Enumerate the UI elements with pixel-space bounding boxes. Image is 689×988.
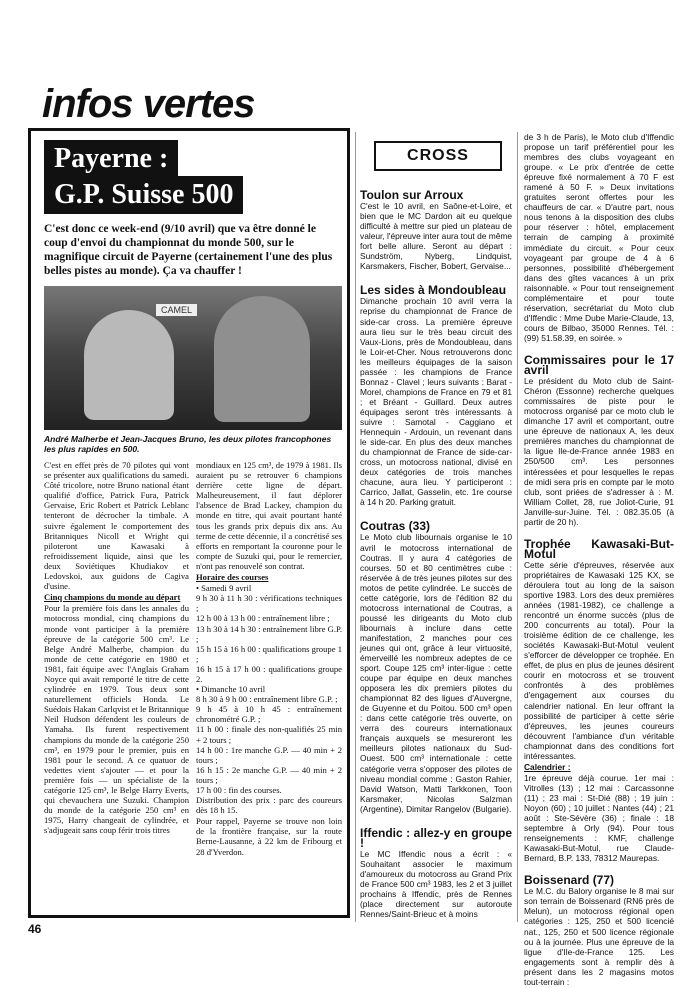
feature-title-line1: Payerne :: [44, 140, 178, 178]
feature-title-line2: G.P. Suisse 500: [44, 176, 243, 214]
commissaires-text: Le président du Moto club de Saint-Chéron (Essonne) recherche quelques commissaires de piste pour le motocross organisé par ce moto club le dimanche 17 avril et comportant, outre une épreuve de nationaux A, les deux premières manches du championnat de la ligue Ile-de-France année 1983 en 250/500 cm³. Les personnes intéressées et pour lesquelles le repas de midi sera pris en compte par le moto club, sont priées de s'adresser à : M. William Collet, 28, rue Joliot-Curie, 91 Janville-sur-Juine. Tél. : 082.35.05 (à partir de 20 h).: [524, 376, 674, 527]
riders-photo: [44, 286, 342, 430]
iffendic-heading: Iffendic : allez-y en groupe !: [360, 825, 512, 850]
feature-paragraph: Pour rappel, Payerne se trouve non loin de la frontière française, sur la route Berne-Lausanne, à 22 km de Fribourg et 28 d'Yverdon.: [196, 816, 342, 857]
toulon-heading: Toulon sur Arroux: [360, 188, 464, 202]
coutras-heading: Coutras (33): [360, 519, 431, 534]
news-column-3: [360, 170, 512, 920]
sides-heading: Les sides à Mondoubleau: [360, 283, 507, 298]
news-column-4: [524, 132, 674, 988]
photo-caption: André Malherbe et Jean-Jacques Bruno, les deux pilotes francophones les plus rapides en 500.: [44, 434, 332, 454]
schedule-line: 9 h 30 à 11 h 30 : vérifications techniques ;: [196, 593, 342, 614]
masthead: infos vertes: [42, 82, 255, 126]
section-label-cross: CROSS: [374, 141, 502, 171]
iffendic-continued: de 3 h de Paris), le Moto club d'Iffendic propose un tarif préférentiel pour les membres des clubs voyageant en groupe. « Le prix d'entrée de cette épreuve fixé normalement à 70 F est ramené à 50 F. » Deux invitations gratuites seront offertes pour les chauffeurs de car. « D'autre part, nous nous tenons à la disposition des clubs pour réserver : hôtel, emplacement terrain de camping à proximité immédiate du circuit. « Pour ceux voyageant par groupe de 4 à 6 personnes, possibilité d'hébergement dans des gîtes vacances à un prix raisonnable. « Pour tout renseignement complémentaire et pour toute réservation, secrétariat du Moto club d'Iffendic : Mme Dube Marie-Claude, 13, cours de Bilbao, 35000 Rennes. Tél. : (99) 51.58.39, en soirée. »: [524, 132, 674, 343]
boissenard-text: Le M.C. du Balory organise le 8 mai sur son terrain de Boissenard (RN6 près de Melun), un motocross régional open catégories : 125, 250 et 500 licencié nat., 125, 250 et 500 licence régionale ou à la journée. Plus une épreuve de la ligue d'Ile-de-France 125. Les engagements sont à remplir dès à présent dans les 2 magasins motos tout-terrain :: [524, 886, 674, 987]
schedule-line: 17 h 00 : fin des courses.: [196, 785, 282, 795]
schedule-line: • Samedi 9 avril: [196, 583, 252, 594]
rider-left: [84, 310, 174, 420]
schedule-line: 12 h 00 à 13 h 00 : entraînement libre ;: [196, 613, 330, 624]
iffendic-text: Le MC Iffendic nous a écrit : « Souhaitant associer le maximum d'amoureux du motocross au Grand Prix de France 500 cm³ 1983, les 2 et 3 juillet prochains à Iffendic, près de Rennes (place directement sur autoroute Rennes/Saint-Brieuc et à moins: [360, 848, 512, 920]
feature-paragraph: C'est en effet près de 70 pilotes qui vont se présenter aux qualifications du samedi. Côté tricolore, notre Bruno national étant qualifié d'office, Patrick Fura, Patrick Gervaise, Eric Robert et Patrick Leblanc tenteront de décrocher la timbale. A suivre également le comportement des Britanniques Nicoll et Wright qui piloteront une Kawasaki à refroidissement liquide, ainsi que les deux Soviétiques Khudiakov et Ledovskoi, aux guidons de Cagiva d'usine.: [44, 460, 189, 592]
feature-subheading: Cinq champions du monde au départ: [44, 592, 181, 603]
feature-paragraph: Distribution des prix : parc des coureurs dès 18 h 15.: [196, 795, 342, 816]
column-rule: [517, 132, 518, 922]
coutras-text: Le Moto club libournais organise le 10 avril le motocross international de Coutras. Il y aura 4 catégories de courses. 50 et 80 centimètres cube : réservée à de très jeunes pilotes sur des motos de petite cylindrée. Le succès de cette catégorie, lors de l'édition 82 du motocross international de Coutras, a poussé les dirigeants du Moto club libournais à inclure dans cette manifestation, 2 manches pour ces jeunes qui ont, grâce à leur virtuosité, émerveillé les nombreux adeptes de ce sport. Coupe 125 cm³ inter-ligue : cette coupe par équipe en deux manches opposera les dix premiers pilotes du championnat 82 des ligues d'Auvergne, de Guyenne et du Poitou. 500 cm³ open : dans cette catégorie très ouverte, on verra des coureurs internationaux français auxquels se mesureront les meilleurs pilotes nationaux du Sud-Ouest. 500 cm³ internationale : cette catégorie verra s'opposer des pilotes de niveau mondial comme : Gaston Rahier, David Watson, Matti Tarkkonen, Toon Karsmaker, Nicolas Salzman (Argentine), Dimitar Rangelov (Bulgarie).: [360, 532, 512, 814]
trophee-heading: Trophée Kawasaki-But-Motul: [524, 536, 674, 561]
schedule-heading: Horaire des courses: [196, 572, 269, 583]
commissaires-heading: Commissaires pour le 17 avril: [524, 352, 674, 378]
schedule-line: 13 h 30 à 14 h 30 : entraînement libre G.P. ;: [196, 623, 342, 644]
schedule-line: 16 h 15 : 2e manche G.P. — 40 min + 2 tours ;: [196, 764, 342, 785]
feature-lead: C'est donc ce week-end (9/10 avril) que va être donné le coup d'envoi du championnat du monde 500, sur le magnifique circuit de Payerne (certainement l'une des plus belles pistes au monde). Ça va chauffer !: [44, 223, 333, 277]
feature-column-1: [44, 460, 189, 836]
schedule-line: 11 h 00 : finale des non-qualifiés 25 min + 2 tours ;: [196, 724, 342, 745]
schedule-line: 9 h 45 à 10 h 45 : entraînement chronométré G.P. ;: [196, 704, 342, 725]
schedule-line: 8 h 30 à 9 h 00 : entraînement libre G.P. ;: [196, 694, 338, 705]
rider-right: [214, 296, 310, 422]
toulon-text: C'est le 10 avril, en Saône-et-Loire, et bien que le MC Dardon ait eu quelque difficulté à mettre sur pied un plateau de valeur, l'épreuve inter aura tout de même fort belle allure. Seront au départ : Sundström, Nyberg, Lindquist, Karsmakers, Fischer, Bobert, Gervaise...: [360, 201, 512, 272]
page-number: 46: [28, 922, 42, 936]
trophee-text: Cette série d'épreuves, réservée aux propriétaires de Kawasaki 125 KX, se déroulera tout au long de la saison sportive 1983. Lors des deux premières années (1981-1982), ce challenge a rencontré un énorme succès (plus de 200 concurrents au total). Pour la troisième édition de ce challenge, les sociétés Kawasaki-But-Motul veulent s'efforcer de développer ce trophée. En effet, de plus en plus de jeunes désirent courir en motocross et se trouvent confrontés à des problèmes d'engagement aux courses du calendrier national. En leur offrant la possibilité de participer à cette série d'épreuves, les jeunes coureurs découvrent l'ambiance d'un véritable championnat dans des conditions fort intéressantes.: [524, 559, 674, 761]
cap-logo: CAMEL: [156, 304, 197, 316]
sides-text: Dimanche prochain 10 avril verra la reprise du championnat de France de side-car cross. La première épreuve aura lieu sur le très beau circuit des Vaux-Lions, près de Mondoubleau, dans le Loir-et-Cher. Nous retrouverons donc les meilleurs équipages de la saison passée : les champions de France Bonnaz - Clavel ; leurs suivants : Barat - Morel, champions de France en 79 et 81 ; et Bréant - Guillard. Deux autres équipages seront très intéressants à suivre : Samotal - Caggiano et Hennequin - Ardouin, un revenant dans le side-car. En plus des deux manches du championnat de France de side-car-cross, un motocross national, divisé en deux catégories de trois manches chacune, aura lieu. Y participeront : Carrico, Jallat, Gasselin, etc. 1re course à 14 h 20. Parking gratuit.: [360, 296, 512, 508]
calendar-text: 1re épreuve déjà courue. 1er mai : Vitrolles (13) ; 12 mai : Carcassonne (11) ; 23 mai : St-Dié (88) ; 19 juin : Noyon (60) ; 10 juillet : Nantes (44) ; 21 août : Ste-Sévère (36) ; finale : 18 septembre à Orly (94). Pour tous renseignements : KMF, challenge Kawasaki-But-Motul, rue Claude-Bernard, B.P. 133, 78312 Maurepas.: [524, 772, 674, 864]
schedule-line: 14 h 00 : 1re manche G.P. — 40 min + 2 tours ;: [196, 744, 342, 765]
column-rule: [355, 132, 356, 922]
schedule-line: 15 h 15 à 16 h 00 : qualifications groupe 1 ;: [196, 643, 342, 664]
schedule-line: 16 h 15 à 17 h 00 : qualifications groupe 2.: [196, 663, 342, 684]
boissenard-heading: Boissenard (77): [524, 873, 615, 888]
feature-column-2: [196, 460, 342, 858]
calendar-heading: Calendrier :: [524, 761, 571, 772]
schedule-line: • Dimanche 10 avril: [196, 684, 266, 695]
feature-paragraph: Pour la première fois dans les annales du motocross mondial, cinq champions du monde vont participer à la première épreuve de la catégorie 500 cm³. Le Belge André Malherbe, champion du monde de cette catégorie en 1980 et 1981, fait équipe avec l'Anglais Graham Noyce qui avait remporté le titre de cette cylindrée en 1979. Tous deux sont naturellement officiels Honda. Le Suédois Hakan Carlqvist et le Britannique Neil Hudson défendent les couleurs de Yamaha. Ils furent respectivement champions du monde de la catégorie 250 cm³, en 1979 pour le premier, puis en 1981 pour le second. A ce quatuor de vedettes vient s'ajouter — et pour la première fois — un spécialiste de la catégorie 125 cm³, le Belge Harry Everts, qui chevauchera une Suzuki. Champion du monde de la catégorie 250 cm³ en 1975, Harry changeait de cylindrée, et s'adjugeait sans coup férir trois titres: [44, 603, 189, 836]
feature-paragraph: mondiaux en 125 cm³, de 1979 à 1981. Ils auraient pu se retrouver 6 champions derrière cette ligne de départ. Malheureusement, il faut déplorer l'absence de Brad Lackey, champion du monde en titre, qui avait pourtant hanté tous les grands prix depuis dix ans. Au terme de cette décennie, il a concrétisé ses efforts en remportant la couronne pour le compte de Suzuki qui, pour le remercier, n'ont pas renouvelé son contrat.: [196, 460, 342, 571]
